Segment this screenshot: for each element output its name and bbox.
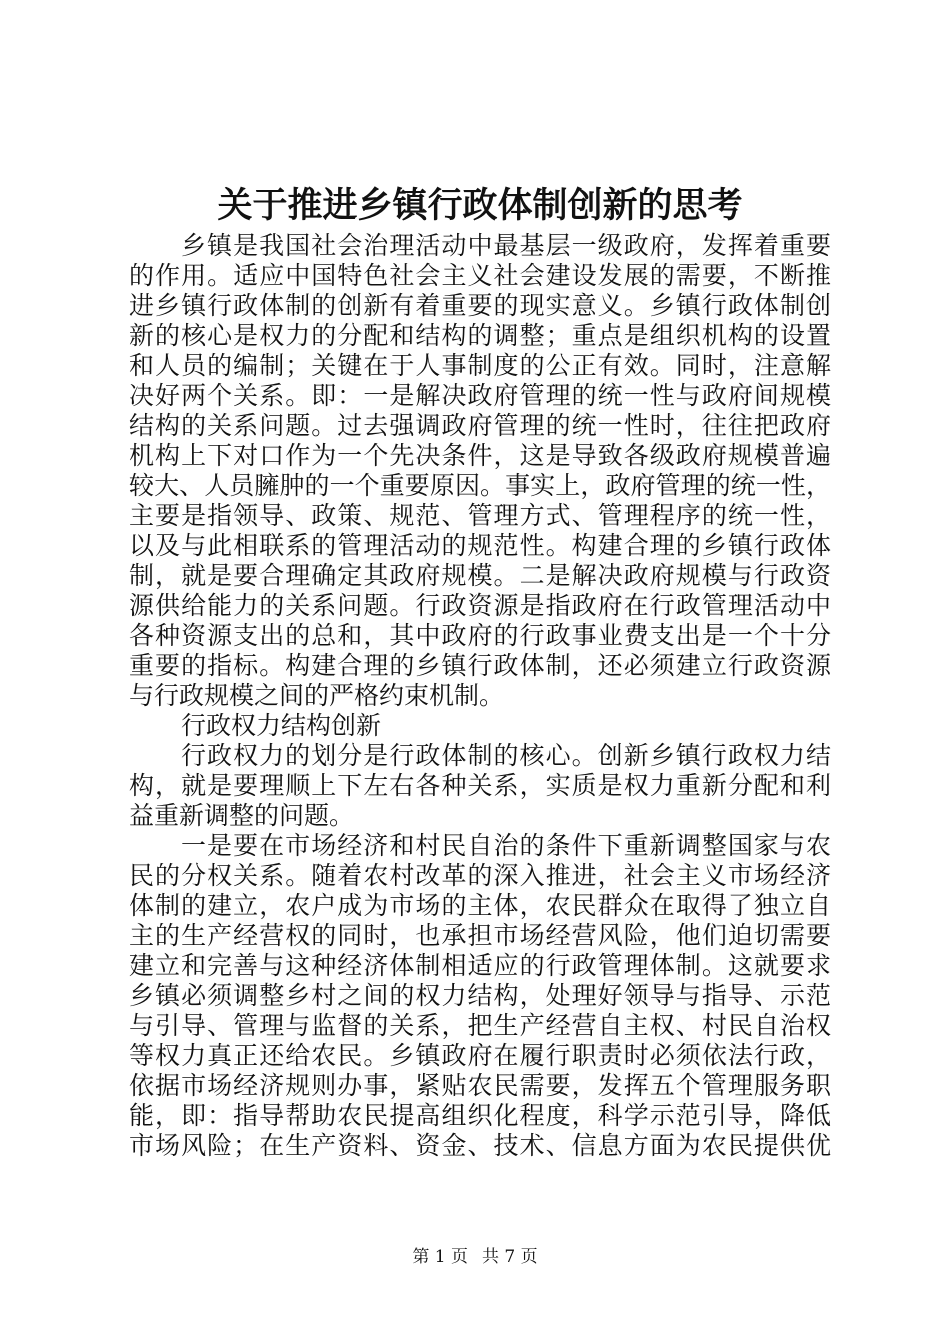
- text-line: 以及与此相联系的管理活动的规范性。构建合理的乡镇行政体: [129, 531, 831, 560]
- text-line: 新的核心是权力的分配和结构的调整；重点是组织机构的设置: [129, 321, 831, 350]
- text-line: 一是要在市场经济和村民自治的条件下重新调整国家与农: [181, 831, 831, 860]
- text-line: 制，就是要合理确定其政府规模。二是解决政府规模与行政资: [129, 561, 831, 590]
- text-line: 市场风险；在生产资料、资金、技术、信息方面为农民提供优: [129, 1131, 831, 1160]
- text-line: 较大、人员臃肿的一个重要原因。事实上，政府管理的统一性，: [129, 471, 831, 500]
- text-line: 的作用。适应中国特色社会主义社会建设发展的需要，不断推: [129, 261, 831, 290]
- text-line: 构，就是要理顺上下左右各种关系，实质是权力重新分配和利: [129, 771, 831, 800]
- text-line: 重要的指标。构建合理的乡镇行政体制，还必须建立行政资源: [129, 651, 831, 680]
- text-line: 行政权力的划分是行政体制的核心。创新乡镇行政权力结: [181, 741, 831, 770]
- text-line: 民的分权关系。随着农村改革的深入推进，社会主义市场经济: [129, 861, 831, 890]
- text-line: 与行政规模之间的严格约束机制。: [129, 681, 505, 710]
- text-line: 能，即：指导帮助农民提高组织化程度，科学示范引导，降低: [129, 1101, 831, 1130]
- page-number: 第 1 页: [412, 1247, 468, 1267]
- section-heading: 行政权力结构创新: [181, 711, 382, 740]
- text-line: 进乡镇行政体制的创新有着重要的现实意义。乡镇行政体制创: [129, 291, 831, 320]
- text-line: 乡镇是我国社会治理活动中最基层一级政府，发挥着重要: [181, 231, 831, 260]
- text-line: 依据市场经济规则办事，紧贴农民需要，发挥五个管理服务职: [129, 1071, 831, 1100]
- text-line: 决好两个关系。即：一是解决政府管理的统一性与政府间规模: [129, 381, 831, 410]
- document-title: 关于推进乡镇行政体制创新的思考: [217, 185, 743, 226]
- text-line: 机构上下对口作为一个先决条件，这是导致各级政府规模普遍: [129, 441, 831, 470]
- text-line: 主要是指领导、政策、规范、管理方式、管理程序的统一性，: [129, 501, 831, 530]
- text-line: 各种资源支出的总和，其中政府的行政事业费支出是一个十分: [129, 621, 831, 650]
- page-footer: [0, 1245, 950, 1269]
- text-line: 等权力真正还给农民。乡镇政府在履行职责时必须依法行政，: [129, 1041, 831, 1070]
- text-line: 结构的关系问题。过去强调政府管理的统一性时，往往把政府: [129, 411, 831, 440]
- text-line: 益重新调整的问题。: [129, 801, 355, 830]
- text-line: 源供给能力的关系问题。行政资源是指政府在行政管理活动中: [129, 591, 831, 620]
- text-line: 与引导、管理与监督的关系，把生产经营自主权、村民自治权: [129, 1011, 831, 1040]
- document-body: [129, 231, 831, 1161]
- text-line: 乡镇必须调整乡村之间的权力结构，处理好领导与指导、示范: [129, 981, 831, 1010]
- text-line: 和人员的编制；关键在于人事制度的公正有效。同时，注意解: [129, 351, 831, 380]
- text-line: 建立和完善与这种经济体制相适应的行政管理体制。这就要求: [129, 951, 831, 980]
- text-line: 体制的建立，农户成为市场的主体，农民群众在取得了独立自: [129, 891, 831, 920]
- text-line: 主的生产经营权的同时，也承担市场经营风险，他们迫切需要: [129, 921, 831, 950]
- page-total: 共 7 页: [482, 1247, 538, 1267]
